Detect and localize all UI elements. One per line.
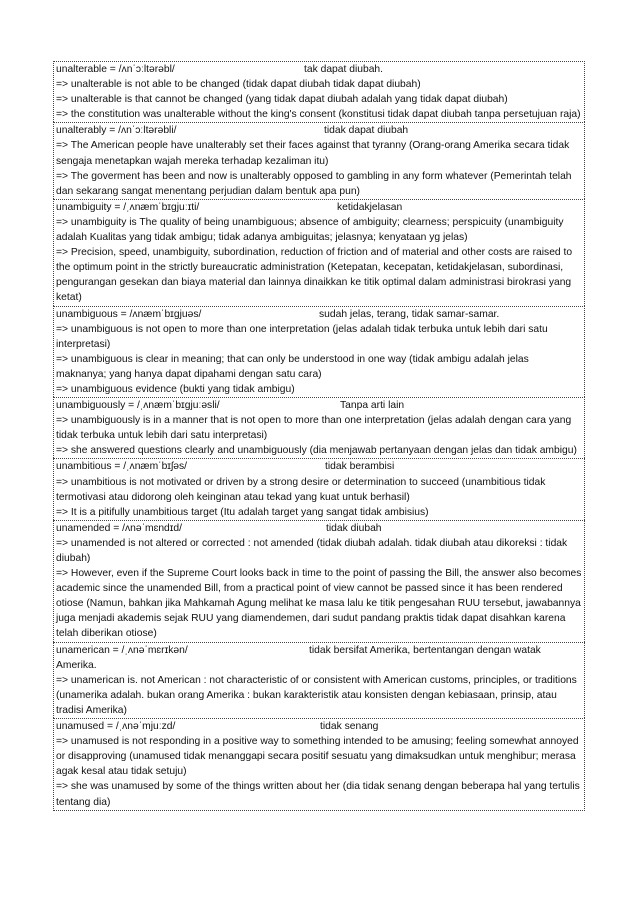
entry-word-transcription: unamended = /ʌnəˈmɛndɪd/ — [56, 522, 183, 534]
entry-line: => unambiguously is in a manner that is not open to more than one interpretation (jelas adalah dengan cara yang tidak terbuka untuk lebih dari satu interpretasi) — [56, 415, 572, 442]
entry-line: => the constitution was unalterable without the king's consent (konstitusi tidak dapat diubah tanpa persetujuan raja) — [56, 109, 581, 121]
entry-header — [56, 398, 582, 413]
dictionary-entry — [53, 61, 585, 122]
dictionary-entry — [53, 458, 585, 519]
entry-word-transcription: unambiguous = /ʌnæmˈbɪɡjuəs/ — [56, 308, 202, 320]
dictionary-entry — [53, 306, 585, 398]
dictionary-entry — [53, 642, 585, 718]
entry-word-transcription: unalterably = /ʌnˈɔːltərəbli/ — [56, 125, 177, 137]
entry-header — [56, 719, 582, 734]
entry-header — [56, 459, 582, 474]
entry-word-transcription: unamerican = /ˌʌnəˈmɛrɪkən/ — [56, 644, 188, 656]
entry-meaning: tak dapat diubah. — [304, 64, 384, 75]
entry-word-transcription: unalterable = /ʌnˈɔːltərəbl/ — [56, 64, 175, 75]
entry-line: => unamused is not responding in a positive way to something intended to be amusing; feeling somewhat annoyed or disapproving (unamused tidak menanggapi secara positif sesuatu yang dimaksudkan untuk menghibur; merasa agak kesal atau tidak setuju) — [56, 736, 579, 778]
entry-line: => unambiguous evidence (bukti yang tidak ambigu) — [56, 383, 295, 395]
entry-meaning: sudah jelas, terang, tidak samar-samar. — [319, 308, 500, 320]
entry-line: => However, even if the Supreme Court looks back in time to the point of passing the Bill, the answer also becomes academic since the unamended Bill, from a practical point of view cannot be passed since it has been rendered otiose (Namun, bahkan jika Mahkamah Agung melihat ke masa lalu ke titik pengesahan RUU tersebut, jawabannya juga menjadi akademis sejak RUU yang diamendemen, dari sudut pandang praktis tidak dapat disahkan karena telah diberikan otiose) — [56, 568, 582, 640]
dictionary-entry — [53, 718, 585, 811]
entry-line: => unambitious is not motivated or driven by a strong desire or determination to succeed (unambitious tidak termotivasi atau didorong oleh keinginan atau tekad yang kuat untuk berhasil) — [56, 476, 546, 503]
entry-meaning: tidak diubah — [326, 522, 382, 534]
dictionary-entry — [53, 122, 585, 198]
entry-line: => The American people have unalterably set their faces against that tyranny (Orang-orang Amerika secara tidak sengaja menetapkan wajah mereka terhadap kezaliman itu) — [56, 140, 570, 167]
entry-meaning: Tanpa arti lain — [340, 400, 405, 412]
entry-word-transcription: unambiguity = /ˌʌnæmˈbɪɡjuːɪti/ — [56, 201, 200, 213]
entry-line: Amerika. — [56, 659, 97, 671]
entry-header — [56, 123, 582, 138]
entry-line: => unambiguous is clear in meaning; that can only be understood in one way (tidak ambigu adalah jelas maknanya; yang hanya dapat dipahami dengan satu cara) — [56, 353, 529, 380]
entry-word-transcription: unambitious = /ˌʌnæmˈbɪʃəs/ — [56, 461, 187, 473]
entry-line: => Precision, speed, unambiguity, subordination, reduction of friction and of material and other costs are raised to the optimum point in the strictly bureaucratic administration (Ketepatan, kecepatan, ketidakjelasan, subordinasi, pengurangan gesekan dan biaya material dan lainnya dinaikkan ke titik optimal dalam administrasi birokrasi yang ketat) — [56, 247, 573, 304]
entry-meaning: tidak senang — [320, 721, 379, 733]
dictionary-entry — [53, 397, 585, 458]
entry-meaning: tidak bersifat Amerika, bertentangan dengan watak — [309, 644, 541, 656]
entry-header — [56, 200, 582, 215]
dictionary-entry — [53, 520, 585, 642]
entry-meaning: tidak dapat diubah — [324, 125, 409, 137]
entry-line: => unamerican is. not American : not characteristic of or consistent with American customs, principles, or traditions (unamerika adalah. bukan orang Amerika : bukan karakteristik atau konsisten dengan kebiasaan, prinsip, atau tradisi Amerika) — [56, 674, 577, 716]
entry-line: => she was unamused by some of the things written about her (dia tidak senang dengan beberapa hal yang tertulis tentang dia) — [56, 781, 580, 808]
entry-line: => unamended is not altered or corrected : not amended (tidak diubah adalah. tidak diubah atau dikoreksi : tidak diubah) — [56, 537, 568, 564]
entry-word-transcription: unamused = /ˌʌnəˈmjuːzd/ — [56, 721, 176, 733]
entry-word-transcription: unambiguously = /ˌʌnæmˈbɪɡjuːəsli/ — [56, 400, 220, 412]
entry-line: => unalterable is not able to be changed (tidak dapat diubah tidak dapat diubah) — [56, 79, 421, 91]
entry-header — [56, 643, 582, 658]
entry-header — [56, 62, 582, 77]
entry-line: => she answered questions clearly and unambiguously (dia menjawab pertanyaan dengan jelas dan tidak ambigu) — [56, 445, 577, 457]
document-page — [53, 61, 585, 811]
entry-line: => unambiguous is not open to more than one interpretation (jelas adalah tidak terbuka untuk lebih dari satu interpretasi) — [56, 323, 548, 350]
entry-header — [56, 521, 582, 536]
entry-header — [56, 307, 582, 322]
entry-meaning: tidak berambisi — [325, 461, 395, 473]
entry-line: => unalterable is that cannot be changed (yang tidak dapat diubah adalah yang tidak dapat diubah) — [56, 94, 508, 106]
entry-line: => The goverment has been and now is unalterably opposed to gambling in any form whatever (Pemerintah telah dan sekarang sangat menentang perjudian dalam bentuk apa pun) — [56, 170, 572, 197]
entry-line: => unambiguity is The quality of being unambiguous; absence of ambiguity; clearness; perspicuity (unambiguity adalah Kualitas yang tidak ambigu; tidak adanya ambiguitas; jelasnya; kenyataan yg jelas) — [56, 216, 564, 244]
entry-line: => It is a pitifully unambitious target (Itu adalah target yang sangat tidak ambisius) — [56, 506, 429, 518]
dictionary-entry — [53, 199, 585, 306]
entry-meaning: ketidakjelasan — [337, 201, 403, 213]
